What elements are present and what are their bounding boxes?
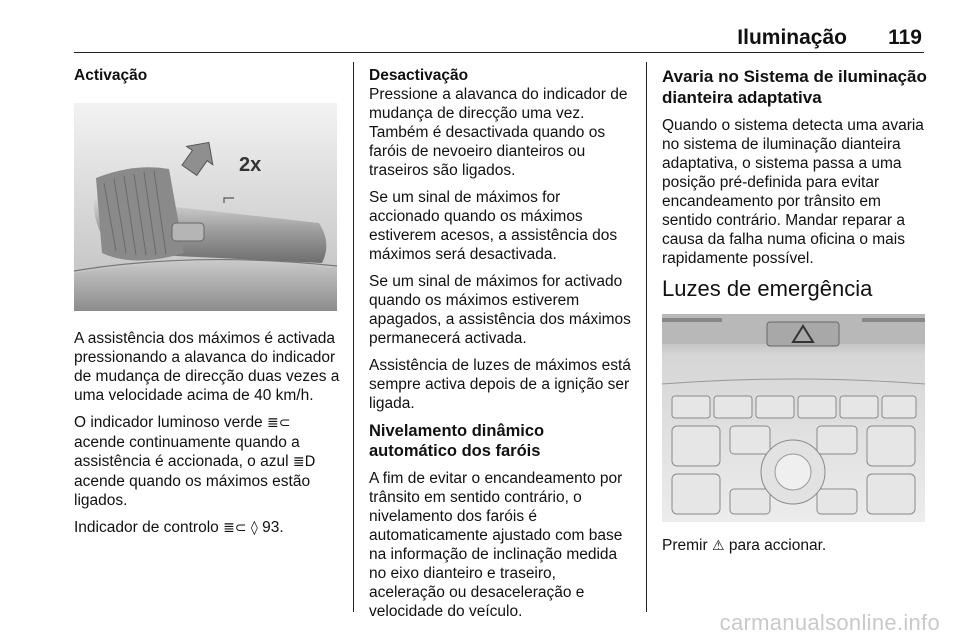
column-divider-1 xyxy=(353,62,354,612)
arrow-label: 2x xyxy=(239,154,262,176)
stalk-image xyxy=(74,103,337,311)
column-2 xyxy=(369,66,635,629)
watermark: carmanualsonline.info xyxy=(719,610,940,635)
paragraph: A fim de evitar o encandeamento por trânsito em sentido contrário, o nivelamento dos faróis é automaticamente ajustado com base na informação de inclinação medida no eixo dianteiro e traseiro, aceleração ou desaceleração e velocidade do veículo. xyxy=(369,470,623,620)
section-heading-hazard-lights: Luzes de emergência xyxy=(662,276,873,301)
paragraph: A assistência dos máximos é activada pressionando a alavanca do indicador de mudança de direcção duas vezes a uma velocidade acima de 40 km/h. xyxy=(74,330,340,404)
column-1 xyxy=(74,66,340,546)
high-beam-icon: ≣D xyxy=(292,454,316,470)
high-beam-assist-icon: ≣⊂ xyxy=(223,520,247,536)
section-heading-activation: Activação xyxy=(74,67,148,84)
paragraph: Se um sinal de máximos for activado quando os máximos estiverem apagados, a assistência dos máximos permanecerá activada. xyxy=(369,273,631,347)
hazard-panel-image xyxy=(662,314,925,522)
column-divider-2 xyxy=(646,62,647,612)
section-heading-deactivation: Desactivação xyxy=(369,67,469,84)
column-3 xyxy=(662,66,930,564)
page-reference-icon: ◊ xyxy=(250,520,258,536)
section-heading-levelling: Nivelamento dinâmico automático dos faróis xyxy=(369,422,545,460)
paragraph: Premir ⚠ para accionar. xyxy=(662,537,827,554)
hazard-panel-illustration xyxy=(662,314,925,522)
running-header-title: Iluminação xyxy=(737,26,847,49)
paragraph: O indicador luminoso verde ≣⊂ acende continuamente quando a assistência é accionada, o azul ≣D acende quando os máximos estão ligados. xyxy=(74,414,316,509)
high-beam-assist-icon: ≣⊂ xyxy=(267,415,291,431)
header-rule xyxy=(74,52,924,53)
paragraph: Se um sinal de máximos for accionado quando os máximos estiverem acesos, a assistência dos máximos será desactivada. xyxy=(369,189,618,263)
page-number: 119 xyxy=(888,26,922,49)
paragraph: Indicador de controlo ≣⊂ ◊ 93. xyxy=(74,519,284,536)
paragraph: Quando o sistema detecta uma avaria no sistema de iluminação dianteira adaptativa, o sistema passa a uma posição pré-definida para evitar encandeamento por trânsito em sentido contrário. Mandar reparar a causa da falha numa oficina o mais rapidamente possível. xyxy=(662,117,924,267)
section-heading-afl-fault: Avaria no Sistema de iluminação dianteira adaptativa xyxy=(662,67,927,107)
stalk-illustration xyxy=(74,103,337,311)
paragraph: Pressione a alavanca do indicador de mudança de direcção uma vez. Também é desactivada quando os faróis de nevoeiro dianteiros ou traseiros são ligados. xyxy=(369,86,628,179)
hazard-warning-icon: ⚠ xyxy=(711,538,725,554)
paragraph: Assistência de luzes de máximos está sempre activa depois de a ignição ser ligada. xyxy=(369,357,631,412)
